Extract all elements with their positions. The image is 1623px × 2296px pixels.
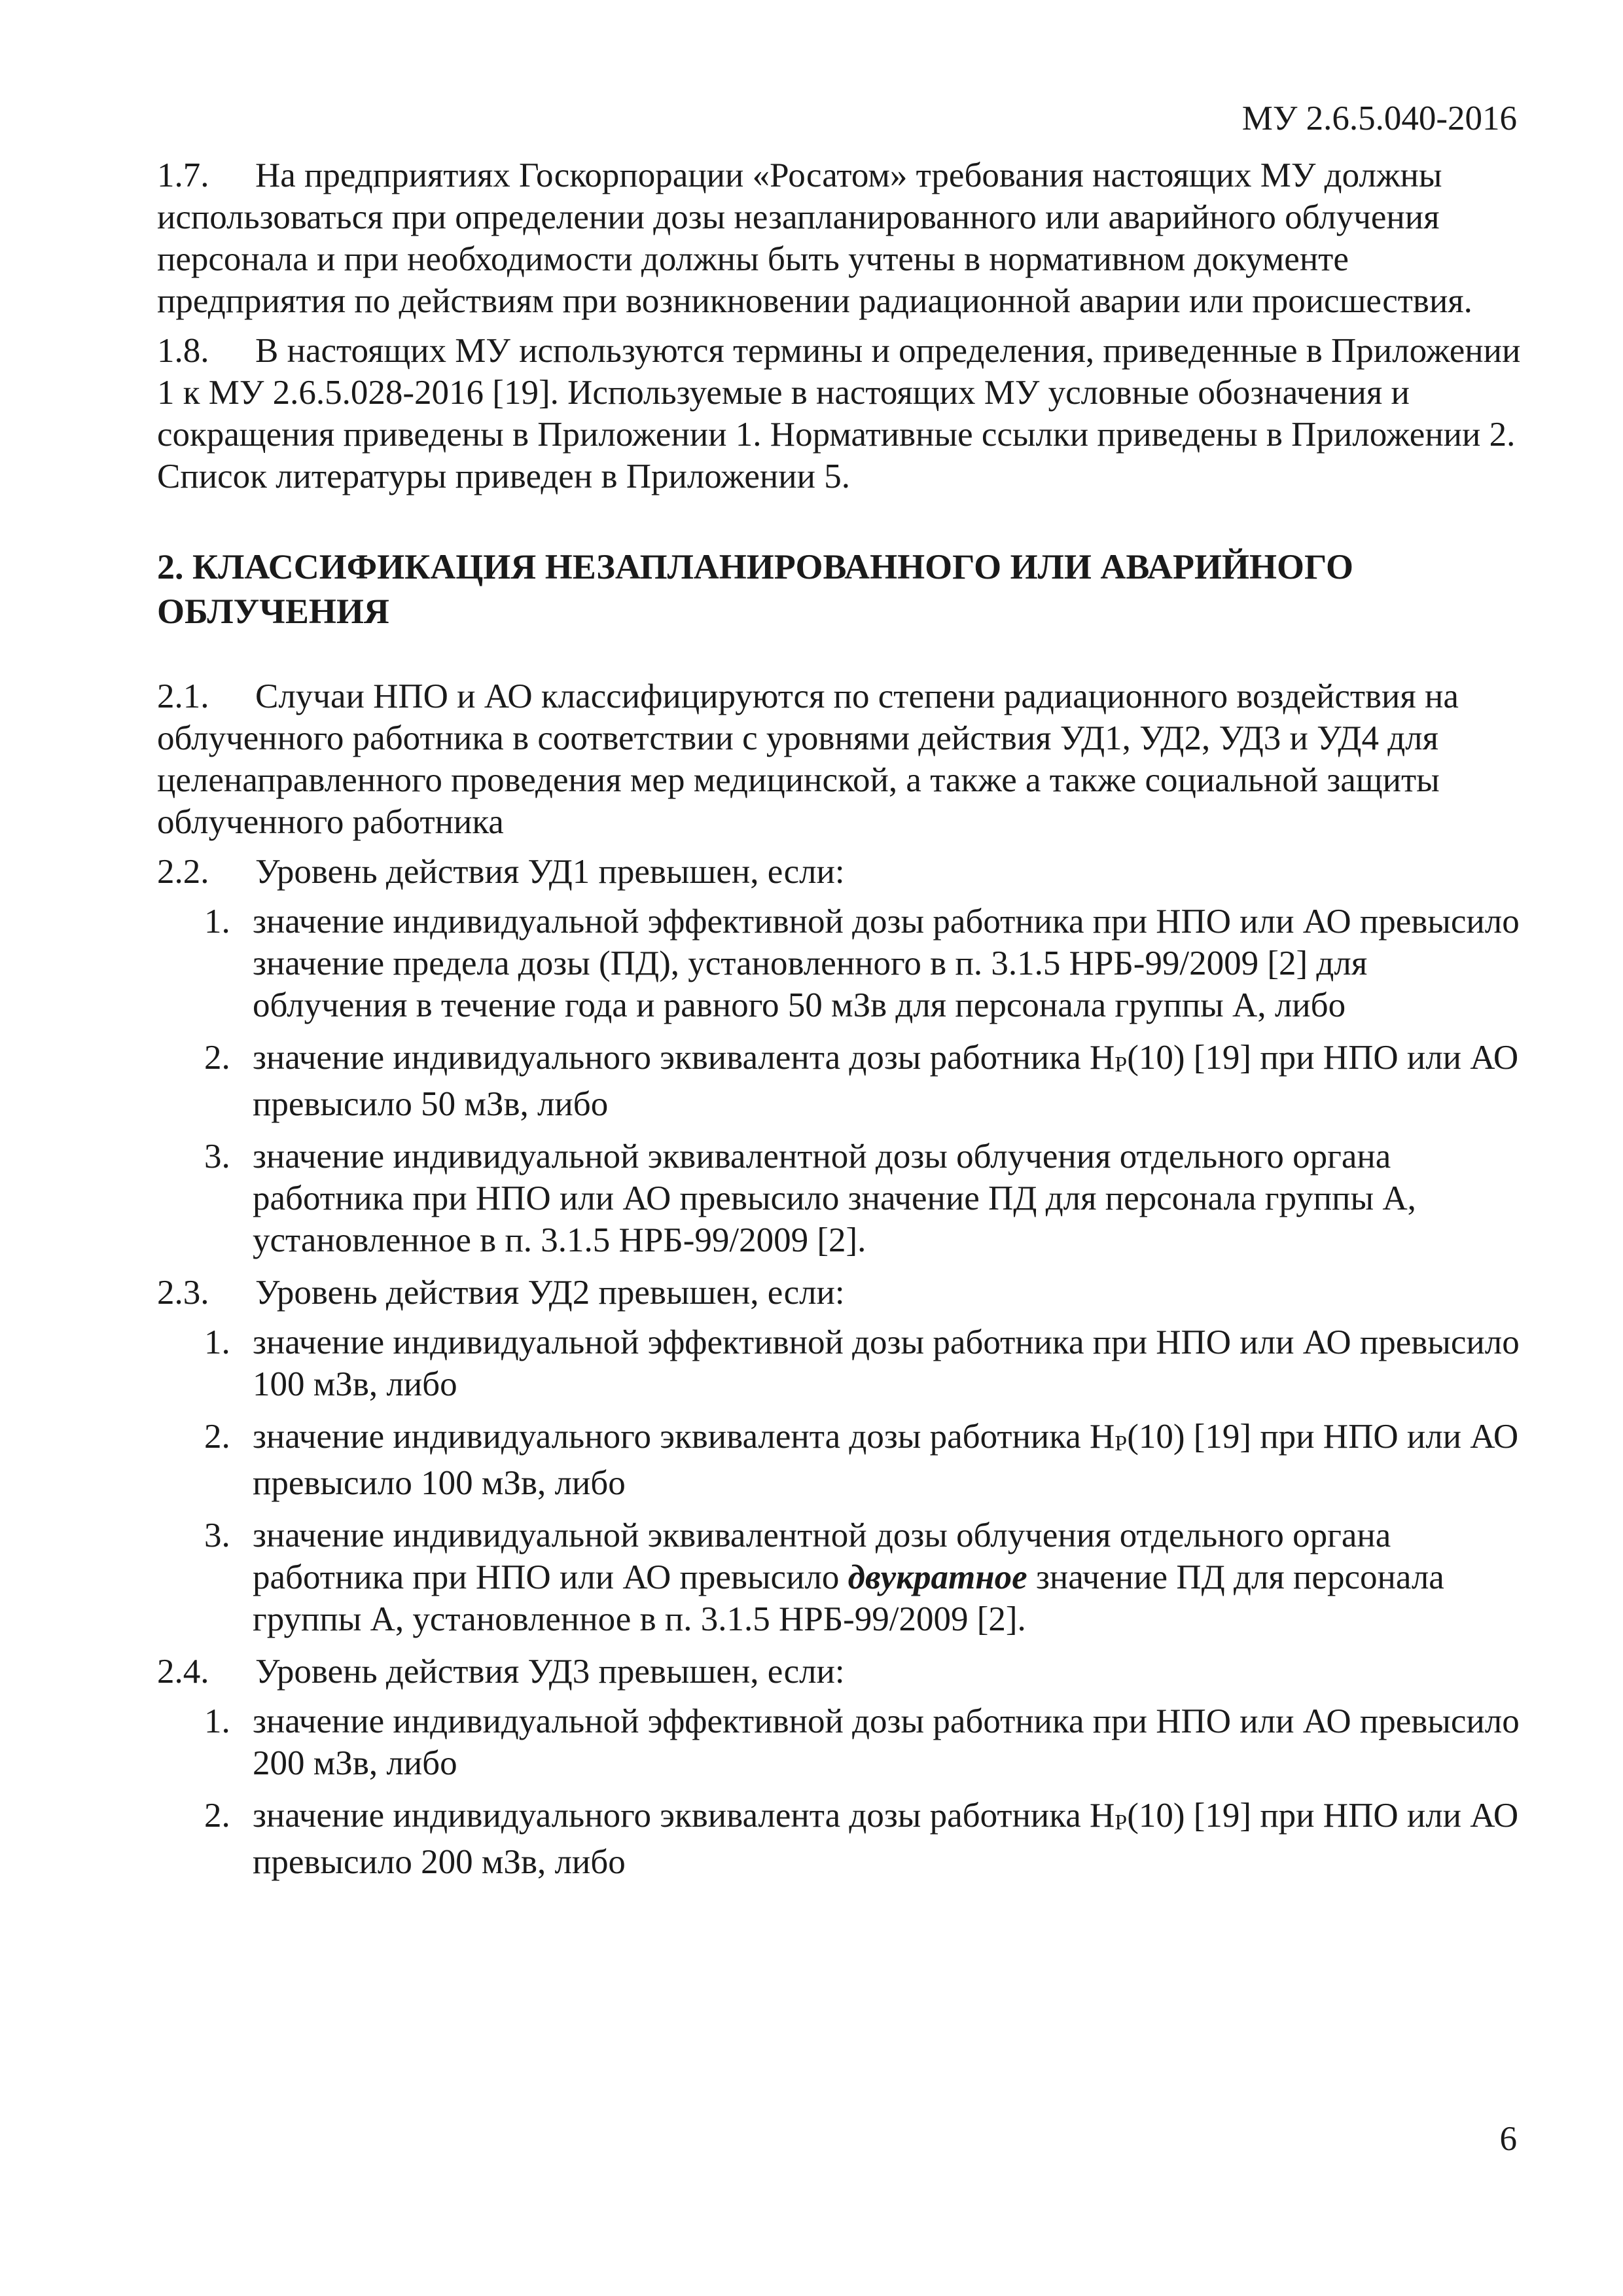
paragraph-1-7 bbox=[157, 154, 1525, 322]
list-item-text-end: (10) [19] при НПО или АО превысило 200 мЗв, либо bbox=[253, 1797, 1519, 1881]
paragraph-text: В настоящих МУ используются термины и определения, приведенные в Приложении 1 к МУ 2.6.5.028-2016 [19]. Используемые в настоящих МУ условные обозначения и сокращения приведены в Приложении 1. Нормативные ссылки приведены в Приложении 2. Список литературы приведен в Приложении 5. bbox=[157, 332, 1521, 495]
paragraph-text: Уровень действия УД2 превышен, если: bbox=[255, 1274, 845, 1312]
list-item-text-start: значение индивидуального эквивалента дозы работника H bbox=[253, 1418, 1115, 1456]
list-item-text: значение индивидуальной эквивалентной дозы облучения отдельного органа работника при НПО или АО превысило значение ПД для персонала группы А, установленное в п. 3.1.5 НРБ-99/2009 [2]. bbox=[253, 1138, 1416, 1259]
list-item-number: 2. bbox=[204, 1039, 230, 1077]
paragraph-number: 2.4. bbox=[157, 1653, 209, 1691]
document-body bbox=[157, 154, 1525, 1893]
list-item-number: 3. bbox=[204, 1138, 230, 1175]
paragraph-number: 2.1. bbox=[157, 677, 209, 715]
list-item bbox=[157, 1136, 1525, 1261]
page-number: 6 bbox=[1499, 2120, 1517, 2158]
list-2-2 bbox=[157, 901, 1525, 1261]
list-item-number: 1. bbox=[204, 1323, 230, 1361]
list-item-text-end: (10) [19] при НПО или АО превысило 50 мЗв, либо bbox=[253, 1039, 1519, 1123]
list-item-number: 3. bbox=[204, 1516, 230, 1554]
paragraph-number: 1.8. bbox=[157, 332, 209, 370]
list-item bbox=[157, 1321, 1525, 1405]
paragraph-text: Уровень действия УД3 превышен, если: bbox=[255, 1653, 845, 1691]
list-item bbox=[157, 1515, 1525, 1640]
list-item-text-start: значение индивидуального эквивалента дозы работника H bbox=[253, 1797, 1115, 1835]
paragraph-2-4 bbox=[157, 1651, 1525, 1693]
subscript-p: P bbox=[1115, 1052, 1128, 1077]
document-code-header: МУ 2.6.5.040-2016 bbox=[1241, 99, 1517, 137]
list-item-text-end: значение ПД для персонала группы А, установленное в п. 3.1.5 НРБ-99/2009 [2]. bbox=[253, 1558, 1444, 1638]
list-item-text-end: (10) [19] при НПО или АО превысило 100 мЗв, либо bbox=[253, 1418, 1519, 1502]
subscript-p: P bbox=[1115, 1810, 1128, 1835]
section-2-heading: 2. КЛАССИФИКАЦИЯ НЕЗАПЛАНИРОВАННОГО ИЛИ АВАРИЙНОГО ОБЛУЧЕНИЯ bbox=[157, 547, 1353, 631]
list-item-number: 2. bbox=[204, 1797, 230, 1835]
paragraph-text: Случаи НПО и АО классифицируются по степени радиационного воздействия на облученного работника в соответствии с уровнями действия УД1, УД2, УД3 и УД4 для целенаправленного проведения мер медицинской, а также а также социальной защиты облученного работника bbox=[157, 677, 1459, 841]
paragraph-text: На предприятиях Госкорпорации «Росатом» требования настоящих МУ должны использоваться при определении дозы незапланированного или аварийного облучения персонала и при необходимости должны быть учтены в нормативном документе предприятия по действиям при возникновении радиационной аварии или происшествия. bbox=[157, 156, 1472, 320]
list-item-number: 2. bbox=[204, 1418, 230, 1456]
list-item bbox=[157, 1416, 1525, 1504]
list-item bbox=[157, 901, 1525, 1026]
list-item bbox=[157, 1700, 1525, 1784]
list-item bbox=[157, 1795, 1525, 1883]
list-item-text-start: значение индивидуального эквивалента дозы работника H bbox=[253, 1039, 1115, 1077]
list-2-3 bbox=[157, 1321, 1525, 1640]
paragraph-text: Уровень действия УД1 превышен, если: bbox=[255, 853, 845, 891]
paragraph-1-8 bbox=[157, 330, 1525, 497]
list-item-number: 1. bbox=[204, 903, 230, 941]
list-item bbox=[157, 1037, 1525, 1125]
emphasized-word: двукратное bbox=[847, 1558, 1027, 1596]
list-item-text: значение индивидуальной эффективной дозы работника при НПО или АО превысило значение предела дозы (ПД), установленного в п. 3.1.5 НРБ-99/2009 [2] для облучения в течение года и равного 50 мЗв для персонала группы А, либо bbox=[253, 903, 1520, 1024]
paragraph-number: 2.2. bbox=[157, 853, 209, 891]
paragraph-2-3 bbox=[157, 1272, 1525, 1314]
paragraph-number: 2.3. bbox=[157, 1274, 209, 1312]
list-item-text: значение индивидуальной эффективной дозы работника при НПО или АО превысило 100 мЗв, либо bbox=[253, 1323, 1520, 1403]
subscript-p: P bbox=[1115, 1431, 1128, 1456]
paragraph-2-1 bbox=[157, 675, 1525, 843]
list-item-text: значение индивидуальной эффективной дозы работника при НПО или АО превысило 200 мЗв, либо bbox=[253, 1702, 1520, 1782]
list-2-4 bbox=[157, 1700, 1525, 1883]
paragraph-2-2 bbox=[157, 851, 1525, 893]
list-item-text-start: значение индивидуальной эквивалентной дозы облучения отдельного органа работника при НПО или АО превысило bbox=[253, 1516, 1391, 1596]
paragraph-number: 1.7. bbox=[157, 156, 209, 194]
list-item-number: 1. bbox=[204, 1702, 230, 1740]
